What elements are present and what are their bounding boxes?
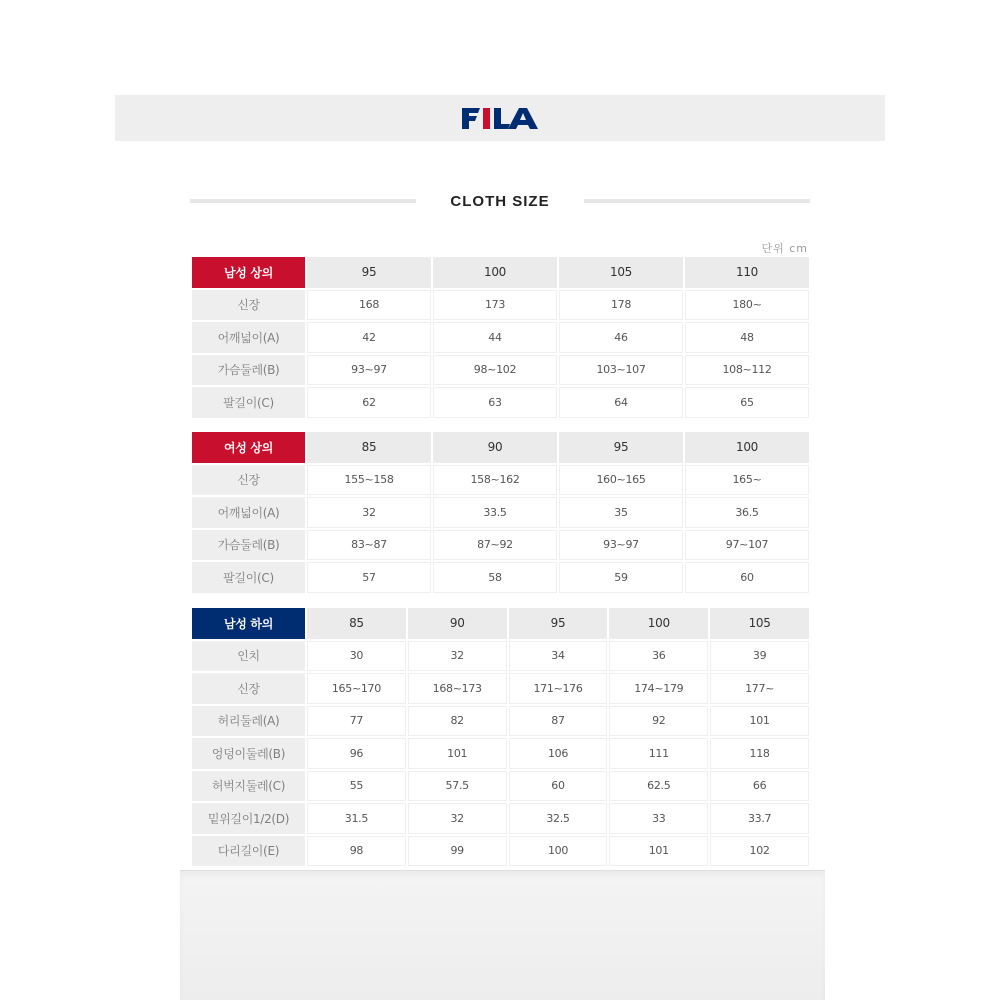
size-header: 105 <box>710 608 809 639</box>
size-value-cell: 60 <box>685 562 809 593</box>
size-value-cell: 32 <box>408 803 507 834</box>
measurement-label: 가슴둘레(B) <box>192 355 305 386</box>
size-value-cell: 102 <box>710 836 809 867</box>
size-value-cell: 111 <box>609 738 708 769</box>
size-value-cell: 158~162 <box>433 465 557 496</box>
size-value-cell: 87~92 <box>433 530 557 561</box>
size-value-cell: 155~158 <box>307 465 431 496</box>
size-header: 90 <box>408 608 507 639</box>
size-value-cell: 57 <box>307 562 431 593</box>
size-value-cell: 62.5 <box>609 771 708 802</box>
size-value-cell: 34 <box>509 641 608 672</box>
size-value-cell: 35 <box>559 497 683 528</box>
measurement-label: 엉덩이둘레(B) <box>192 738 305 769</box>
size-value-cell: 168 <box>307 290 431 321</box>
measurement-label: 밑위길이1/2(D) <box>192 803 305 834</box>
size-value-cell: 57.5 <box>408 771 507 802</box>
measurement-label: 신장 <box>192 465 305 496</box>
measurement-label: 가슴둘레(B) <box>192 530 305 561</box>
measurement-label: 어깨넓이(A) <box>192 497 305 528</box>
mens-bottom-size-table <box>192 608 809 866</box>
size-value-cell: 160~165 <box>559 465 683 496</box>
size-value-cell: 33 <box>609 803 708 834</box>
size-value-cell: 101 <box>710 706 809 737</box>
size-value-cell: 100 <box>509 836 608 867</box>
size-value-cell: 55 <box>307 771 406 802</box>
size-header: 110 <box>685 257 809 288</box>
bottom-panel <box>180 870 825 1000</box>
size-value-cell: 66 <box>710 771 809 802</box>
section-title: CLOTH SIZE <box>450 192 550 210</box>
size-value-cell: 32 <box>307 497 431 528</box>
size-value-cell: 48 <box>685 322 809 353</box>
size-header: 95 <box>559 432 683 463</box>
divider-right <box>584 199 810 203</box>
size-header: 95 <box>307 257 431 288</box>
size-value-cell: 46 <box>559 322 683 353</box>
size-value-cell: 64 <box>559 387 683 418</box>
size-value-cell: 65 <box>685 387 809 418</box>
divider-left <box>190 199 416 203</box>
size-value-cell: 101 <box>408 738 507 769</box>
size-value-cell: 30 <box>307 641 406 672</box>
size-header: 95 <box>509 608 608 639</box>
size-value-cell: 171~176 <box>509 673 608 704</box>
size-value-cell: 32.5 <box>509 803 608 834</box>
size-value-cell: 36 <box>609 641 708 672</box>
size-value-cell: 168~173 <box>408 673 507 704</box>
size-value-cell: 83~87 <box>307 530 431 561</box>
size-value-cell: 33.7 <box>710 803 809 834</box>
size-value-cell: 31.5 <box>307 803 406 834</box>
unit-label: 단위 cm <box>761 242 808 255</box>
size-value-cell: 87 <box>509 706 608 737</box>
size-value-cell: 77 <box>307 706 406 737</box>
size-value-cell: 97~107 <box>685 530 809 561</box>
size-value-cell: 165~170 <box>307 673 406 704</box>
size-header: 90 <box>433 432 557 463</box>
size-value-cell: 44 <box>433 322 557 353</box>
size-value-cell: 58 <box>433 562 557 593</box>
size-value-cell: 106 <box>509 738 608 769</box>
size-value-cell: 42 <box>307 322 431 353</box>
measurement-label: 인치 <box>192 641 305 672</box>
table-category-label: 남성 상의 <box>192 257 305 288</box>
table-category-label: 여성 상의 <box>192 432 305 463</box>
size-value-cell: 62 <box>307 387 431 418</box>
size-value-cell: 99 <box>408 836 507 867</box>
size-value-cell: 60 <box>509 771 608 802</box>
size-value-cell: 96 <box>307 738 406 769</box>
size-header: 105 <box>559 257 683 288</box>
size-value-cell: 178 <box>559 290 683 321</box>
measurement-label: 신장 <box>192 290 305 321</box>
measurement-label: 신장 <box>192 673 305 704</box>
size-value-cell: 59 <box>559 562 683 593</box>
size-value-cell: 98 <box>307 836 406 867</box>
womens-top-size-table <box>192 432 809 593</box>
size-value-cell: 36.5 <box>685 497 809 528</box>
measurement-label: 허벅지둘레(C) <box>192 771 305 802</box>
mens-top-size-table <box>192 257 809 418</box>
size-value-cell: 173 <box>433 290 557 321</box>
size-value-cell: 98~102 <box>433 355 557 386</box>
size-value-cell: 177~ <box>710 673 809 704</box>
section-title-row <box>190 186 810 216</box>
measurement-label: 팔길이(C) <box>192 562 305 593</box>
size-value-cell: 118 <box>710 738 809 769</box>
size-value-cell: 39 <box>710 641 809 672</box>
size-value-cell: 32 <box>408 641 507 672</box>
size-value-cell: 63 <box>433 387 557 418</box>
measurement-label: 다리길이(E) <box>192 836 305 867</box>
measurement-label: 어깨넓이(A) <box>192 322 305 353</box>
size-header: 100 <box>433 257 557 288</box>
size-header: 100 <box>685 432 809 463</box>
size-value-cell: 92 <box>609 706 708 737</box>
measurement-label: 허리둘레(A) <box>192 706 305 737</box>
size-header: 100 <box>609 608 708 639</box>
size-value-cell: 33.5 <box>433 497 557 528</box>
measurement-label: 팔길이(C) <box>192 387 305 418</box>
fila-logo <box>460 104 540 132</box>
size-value-cell: 82 <box>408 706 507 737</box>
size-value-cell: 108~112 <box>685 355 809 386</box>
size-value-cell: 165~ <box>685 465 809 496</box>
size-value-cell: 174~179 <box>609 673 708 704</box>
size-header: 85 <box>307 432 431 463</box>
size-value-cell: 180~ <box>685 290 809 321</box>
size-value-cell: 101 <box>609 836 708 867</box>
fila-logo-icon <box>460 104 540 132</box>
size-value-cell: 103~107 <box>559 355 683 386</box>
size-value-cell: 93~97 <box>307 355 431 386</box>
table-category-label: 남성 하의 <box>192 608 305 639</box>
brand-header <box>115 95 885 141</box>
size-header: 85 <box>307 608 406 639</box>
size-value-cell: 93~97 <box>559 530 683 561</box>
